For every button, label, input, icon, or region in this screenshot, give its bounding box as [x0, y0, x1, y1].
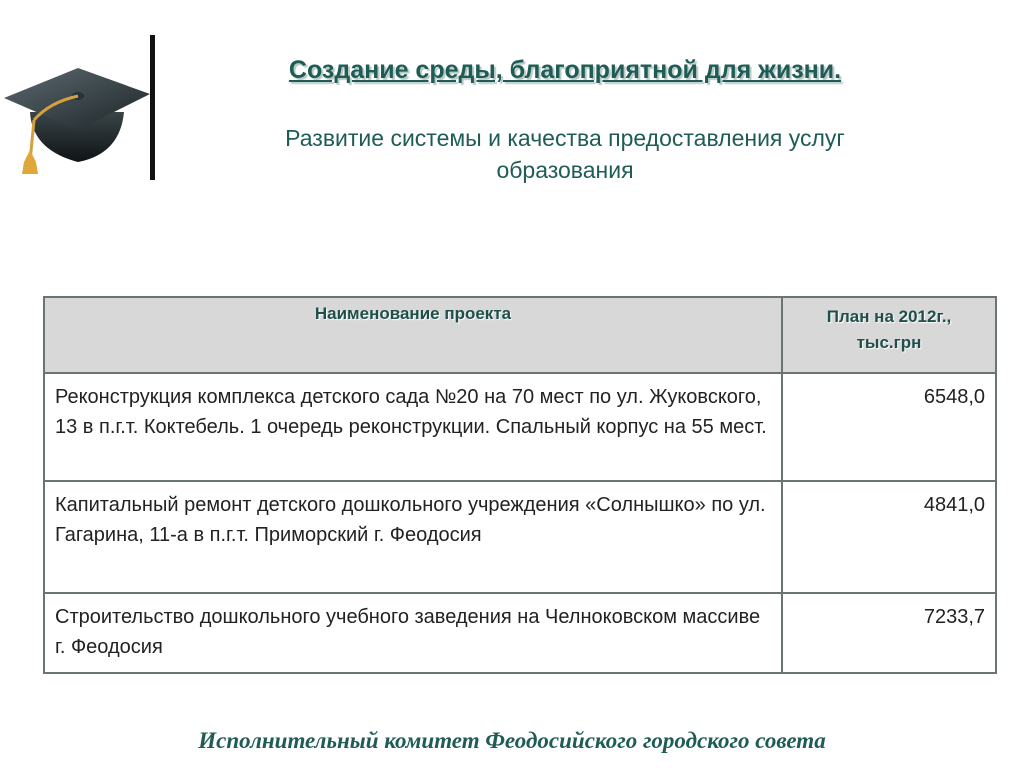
header-plan-line-2: тыс.грн	[856, 333, 922, 352]
project-plan-cell: 4841,0	[782, 481, 996, 593]
projects-table	[43, 296, 997, 674]
project-plan-cell: 7233,7	[782, 593, 996, 673]
slide-subtitle	[200, 122, 930, 186]
graduation-cap-icon	[0, 50, 160, 180]
subtitle-line-2: образования	[496, 157, 634, 183]
header-plan	[782, 297, 996, 373]
subtitle-line-1: Развитие системы и качества предоставления услуг	[285, 125, 845, 151]
table-row	[44, 593, 996, 673]
table-header-row	[44, 297, 996, 373]
table-row	[44, 373, 996, 481]
header-plan-line-1: План на 2012г.,	[826, 307, 952, 326]
project-plan-cell: 6548,0	[782, 373, 996, 481]
project-name-cell: Строительство дошкольного учебного заведения на Челноковском массиве г. Феодосия	[44, 593, 782, 673]
header-project-name: Наименование проекта	[44, 297, 782, 373]
vertical-divider	[150, 35, 155, 180]
table-row	[44, 481, 996, 593]
project-name-cell: Реконструкция комплекса детского сада №20 на 70 мест по ул. Жуковского, 13 в п.г.т. Коктебель. 1 очередь реконструкции. Спальный корпус на 55 мест.	[44, 373, 782, 481]
footer-organization: Исполнительный комитет Феодосийского городского совета	[198, 728, 826, 753]
project-name-cell: Капитальный ремонт детского дошкольного учреждения «Солнышко» по ул. Гагарина, 11-а в п.г.т. Приморский г. Феодосия	[44, 481, 782, 593]
slide-title: Создание среды, благоприятной для жизни.	[288, 56, 842, 84]
